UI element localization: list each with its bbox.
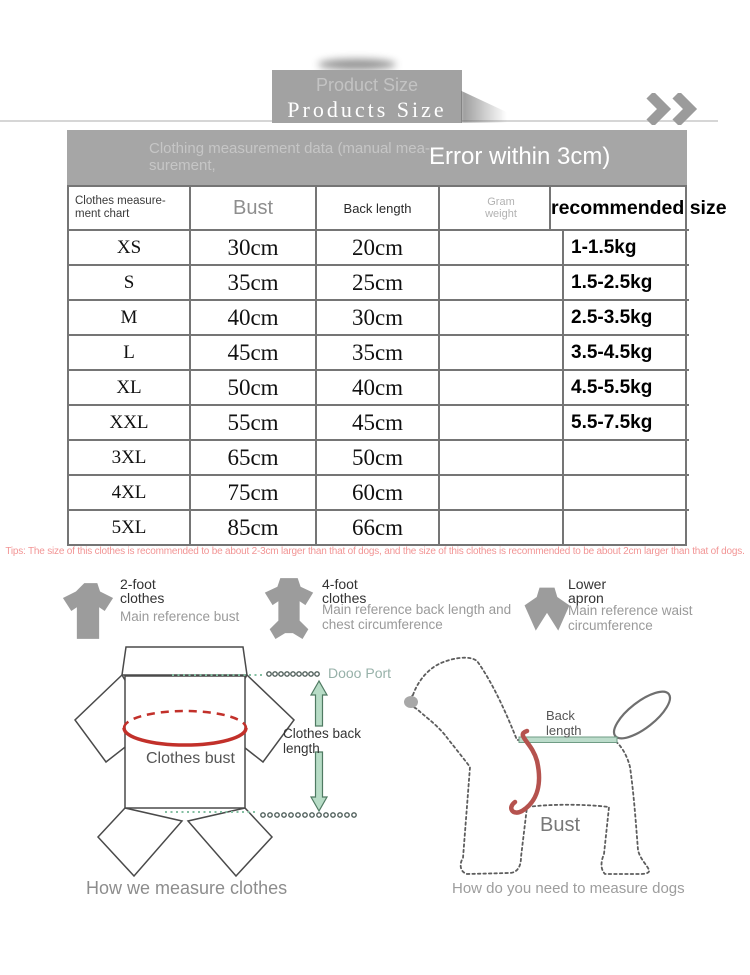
column-header-size-line1: Clothes measure- <box>75 195 166 207</box>
legend-desc-line2: chest circumference <box>322 617 443 632</box>
table-cell-back: 25cm <box>315 264 438 299</box>
table-cell-back: 40cm <box>315 369 438 404</box>
table-cell-size: L <box>69 334 189 369</box>
chain-dots-top <box>267 672 319 676</box>
products-size-label: Products Size <box>287 97 447 122</box>
table-cell-gram <box>438 299 562 334</box>
legend-title <box>568 577 693 605</box>
tips-text: Tips: The size of this clothes is recommended to be about 2-3cm larger than that of dogs, and the size of this clothes is recommended to be about 2cm larger than that of dogs. <box>5 546 745 557</box>
two-foot-clothes-icon <box>62 580 114 642</box>
legend-two-foot-text <box>120 577 239 624</box>
table-banner <box>67 130 687 185</box>
table-cell-back: 20cm <box>315 229 438 264</box>
legend-title-line1: 4-foot <box>322 576 358 592</box>
table-cell-recommended: 3.5-4.5kg <box>562 334 689 369</box>
legend-title-line1: 2-foot <box>120 576 156 592</box>
legend-title-line2: clothes <box>120 590 165 606</box>
table-cell-recommended: 1-1.5kg <box>562 229 689 264</box>
table-cell-back: 66cm <box>315 509 438 544</box>
table-cell-back: 50cm <box>315 439 438 474</box>
dog-back-length-line2: length <box>546 723 582 738</box>
table-cell-bust: 65cm <box>189 439 315 474</box>
legend-desc <box>322 602 511 632</box>
column-header-gram-line1: Gram <box>487 196 515 208</box>
table-cell-bust: 35cm <box>189 264 315 299</box>
title-box-shadow <box>461 80 507 123</box>
table-cell-recommended <box>562 439 689 474</box>
dog-nose <box>404 696 418 708</box>
column-header-recommended-size: recommended size <box>549 187 676 229</box>
table-cell-back: 60cm <box>315 474 438 509</box>
legend-lower-apron-text <box>568 577 693 633</box>
legend-title <box>120 577 239 605</box>
table-cell-size: 4XL <box>69 474 189 509</box>
dog-bust-label: Bust <box>540 814 581 836</box>
table-cell-size: S <box>69 264 189 299</box>
clothes-back-length-label <box>283 726 361 756</box>
table-cell-bust: 55cm <box>189 404 315 439</box>
legend-title-line2: clothes <box>322 590 367 606</box>
column-header-back-length: Back length <box>315 187 438 229</box>
legend-title <box>322 577 511 605</box>
table-cell-bust: 45cm <box>189 334 315 369</box>
table-cell-back: 35cm <box>315 334 438 369</box>
table-cell-back: 45cm <box>315 404 438 439</box>
table-cell-bust: 40cm <box>189 299 315 334</box>
legend-four-foot-text <box>322 577 511 632</box>
table-cell-bust: 85cm <box>189 509 315 544</box>
dog-caption: How do you need to measure dogs <box>452 880 685 897</box>
banner-left-line1: Clothing measurement data (manual mea- <box>149 140 430 157</box>
table-cell-size: XL <box>69 369 189 404</box>
column-header-size-line2: ment chart <box>75 208 130 220</box>
clothes-back-length-line2: length <box>283 741 320 756</box>
table-cell-gram <box>438 229 562 264</box>
table-cell-back: 30cm <box>315 299 438 334</box>
clothes-back-length-line1: Clothes back <box>283 726 362 741</box>
banner-error-text: Error within 3cm) <box>429 143 611 170</box>
dooo-port-label: Dooo Port <box>328 665 392 681</box>
banner-left-text <box>149 140 454 174</box>
table-cell-gram <box>438 474 562 509</box>
table-cell-recommended: 4.5-5.5kg <box>562 369 689 404</box>
table-cell-bust: 30cm <box>189 229 315 264</box>
legend-title-line2: apron <box>568 590 604 606</box>
table-cell-recommended: 5.5-7.5kg <box>562 404 689 439</box>
legend-title-line1: Lower <box>568 576 607 592</box>
table-cell-recommended <box>562 509 689 544</box>
title-shadow-top <box>318 59 396 70</box>
clothes-bust-label: Clothes bust <box>146 750 235 767</box>
legend-desc-line1: Main reference back length and <box>322 602 512 617</box>
table-cell-size: 3XL <box>69 439 189 474</box>
column-header-size-chart <box>69 187 189 229</box>
dog-back-length-label <box>546 708 581 738</box>
table-cell-recommended <box>562 474 689 509</box>
legend-desc-line1: Main reference bust <box>120 609 240 624</box>
size-table-body <box>67 185 727 546</box>
four-foot-clothes-icon <box>260 576 318 642</box>
table-cell-gram <box>438 334 562 369</box>
table-cell-gram <box>438 404 562 439</box>
legend-desc-line2: circumference <box>568 618 653 633</box>
column-header-gram-line2: weight <box>485 208 517 220</box>
table-cell-bust: 75cm <box>189 474 315 509</box>
size-table <box>67 130 727 546</box>
chain-dots-bottom <box>261 813 356 817</box>
column-header-gram-weight <box>438 187 562 229</box>
legend-desc-line1: Main reference waist <box>568 603 693 618</box>
table-cell-gram <box>438 369 562 404</box>
table-cell-size: M <box>69 299 189 334</box>
legend-desc <box>568 603 693 633</box>
table-cell-size: 5XL <box>69 509 189 544</box>
dog-measure-diagram <box>395 645 750 895</box>
dog-outline <box>410 658 649 874</box>
double-chevron-right-icon <box>646 93 704 125</box>
dog-tail <box>607 684 677 746</box>
table-cell-size: XS <box>69 229 189 264</box>
banner-left-line2: surement, <box>149 157 216 174</box>
table-cell-recommended: 1.5-2.5kg <box>562 264 689 299</box>
table-cell-gram <box>438 264 562 299</box>
legend-desc <box>120 609 239 624</box>
table-cell-size: XXL <box>69 404 189 439</box>
product-size-title-box <box>272 70 462 123</box>
dog-back-length-line1: Back <box>546 708 575 723</box>
table-cell-gram <box>438 509 562 544</box>
table-cell-bust: 50cm <box>189 369 315 404</box>
product-size-label: Product Size <box>315 75 419 95</box>
table-cell-gram <box>438 439 562 474</box>
table-cell-recommended: 2.5-3.5kg <box>562 299 689 334</box>
column-header-bust: Bust <box>189 187 315 229</box>
clothes-caption: How we measure clothes <box>86 878 288 898</box>
